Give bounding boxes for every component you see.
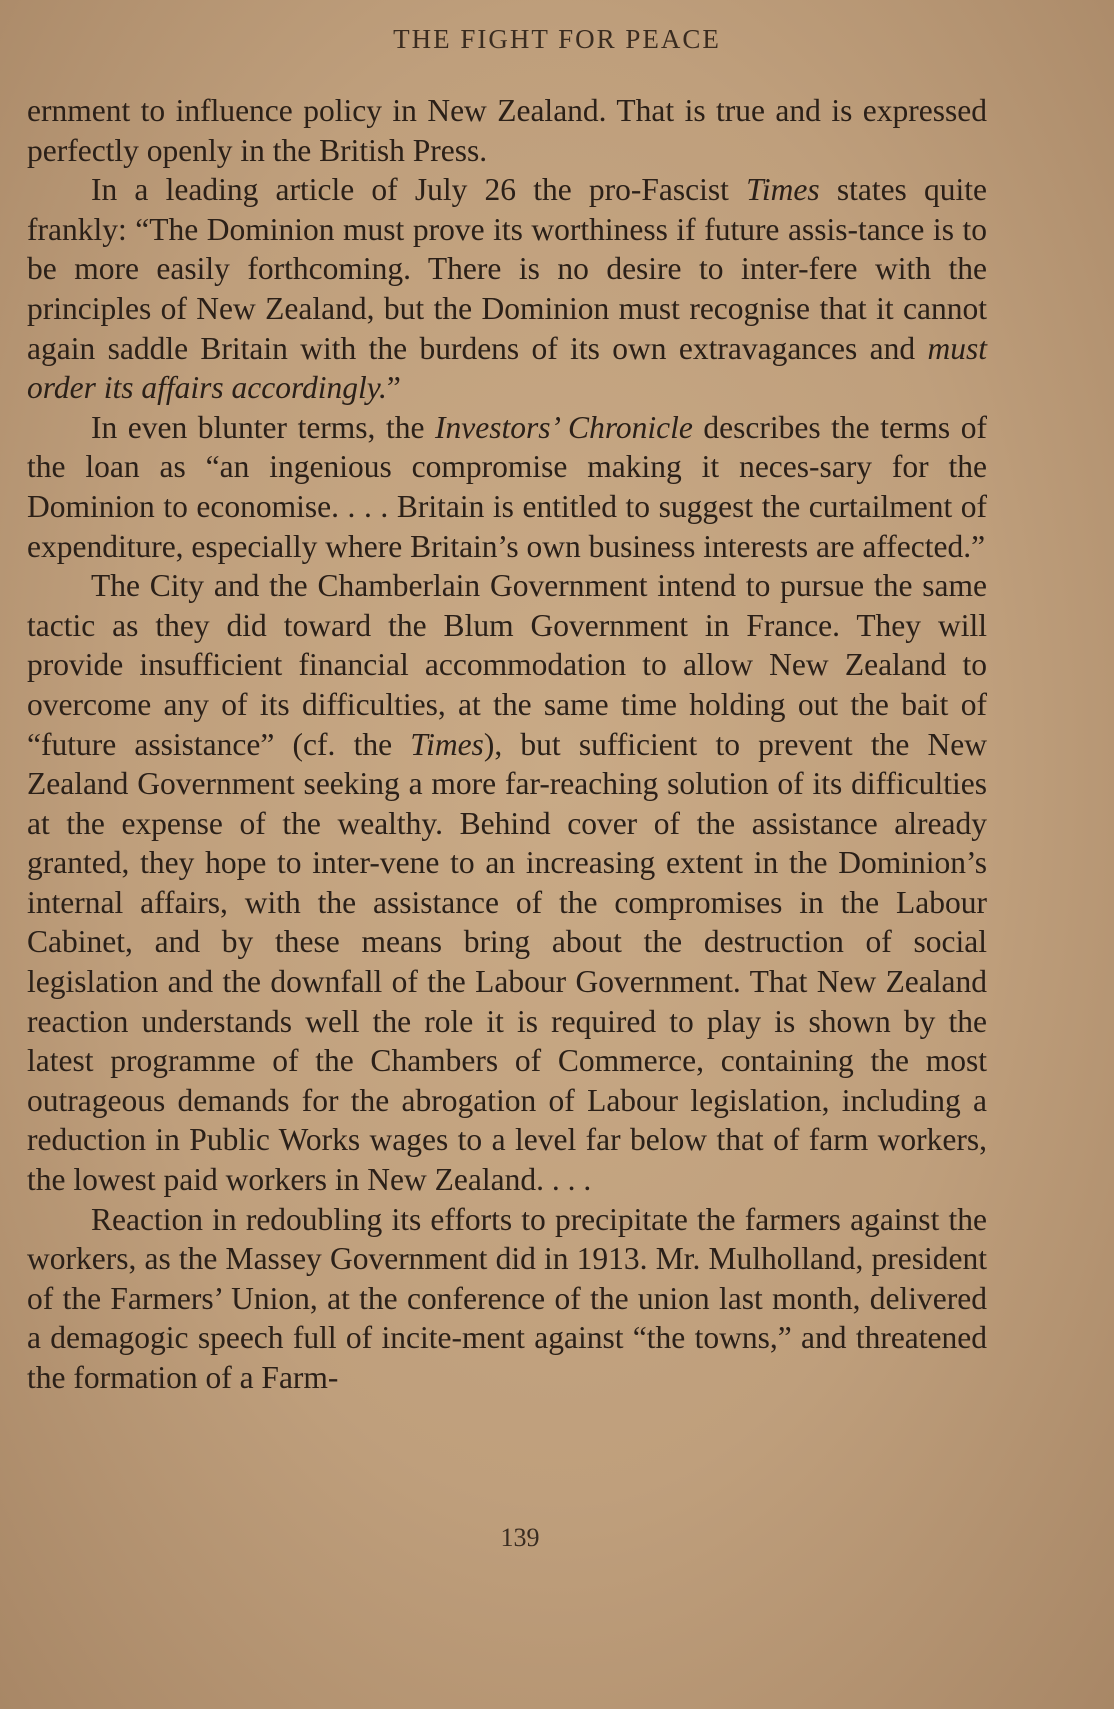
text-run: ), but sufficient to prevent the New Zealand Government seeking a more far-reaching solution of its difficulties at the expense of the wealthy. Behind cover of the assistance already granted, they hope to inter-vene to an increasing extent in the Dominion’s internal affairs, with the assistance of the compromises in the Labour Cabinet, and by these means bring about the destruction of social legislation and the downfall of the Labour Government. That New Zealand reaction understands well the role it is required to play is shown by the latest programme of the Chambers of Commerce, containing the most outrageous demands for the abrogation of Labour legislation, including a reduction in Public Works wages to a level far below that of farm workers, the lowest paid workers in New Zealand. . . . <box>27 726 988 1198</box>
paragraph-4 <box>27 566 987 1200</box>
body-text <box>27 91 987 1398</box>
paragraph-1 <box>27 91 987 170</box>
text-run: In a leading article of July 26 the pro-Fascist <box>91 172 747 208</box>
page-number: 139 <box>500 1523 540 1552</box>
paragraph-3 <box>27 408 987 566</box>
italic-run: Times <box>746 172 820 208</box>
italic-run: Investors’ Chronicle <box>435 409 693 445</box>
text-run: ” <box>386 370 401 406</box>
running-header: THE FIGHT FOR PEACE <box>393 24 721 54</box>
text-run: states quite frankly: “The Dominion must prove its worthiness if future assis-tance is to be more easily forthcoming. There is no desire to inter-fere with the principles of New Zealand, but the Dominion must recognise that it cannot again saddle Britain with the burdens of its own extravagances and <box>27 172 988 366</box>
text-run: ernment to influence policy in New Zealand. That is true and is expressed perfectly openly in the British Press. <box>27 93 987 168</box>
text-run: In even blunter terms, the <box>91 409 436 445</box>
paragraph-2 <box>27 170 987 408</box>
text-run: The City and the Chamberlain Government intend to pursue the same tactic as they did toward the Blum Government in France. They will provide insufficient financial accommodation to allow New Zealand to overcome any of its difficulties, at the same time holding out the bait of “future assistance” (cf. the <box>27 568 987 762</box>
italic-run: Times <box>410 726 484 762</box>
paragraph-5 <box>27 1200 987 1398</box>
italic-run: must order its affairs accordingly. <box>27 330 987 406</box>
text-run: describes the terms of the loan as “an ingenious compromise making it neces-sary for the Dominion to economise. . . . Britain is entitled to suggest the curtailment of expenditure, especially where Britain’s own business interests are affected.” <box>27 409 987 564</box>
text-run: Reaction in redoubling its efforts to precipitate the farmers against the workers, as the Massey Government did in 1913. Mr. Mulholland, president of the Farmers’ Union, at the conference of the union last month, delivered a demagogic speech full of incite-ment against “the towns,” and threatened the formation of a Farm- <box>27 1201 987 1395</box>
